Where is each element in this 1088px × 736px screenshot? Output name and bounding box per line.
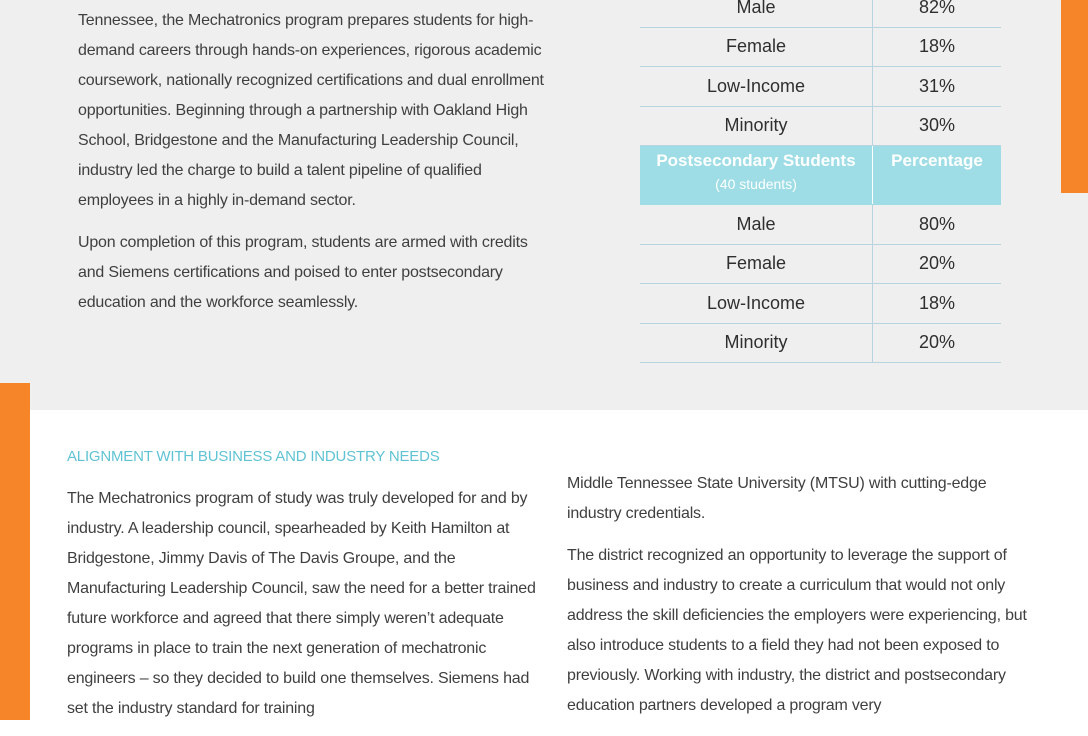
group-cell: Low-Income [640,67,873,107]
percentage-header-cell [873,146,1002,205]
percentage-cell: 18% [873,27,1002,67]
alignment-section-heading: ALIGNMENT WITH BUSINESS AND INDUSTRY NEEDS [67,448,440,465]
group-cell: Female [640,27,873,67]
group-cell: Male [640,205,873,245]
percentage-cell: 80% [873,205,1002,245]
percentage-cell: 82% [873,0,1002,27]
table-row [640,205,1001,245]
group-cell: Low-Income [640,284,873,324]
percentage-cell: 18% [873,284,1002,324]
postsecondary-header-title: Postsecondary Students [656,151,856,170]
percentage-cell: 20% [873,323,1002,363]
group-cell: Minority [640,323,873,363]
table-row [640,106,1001,146]
alignment-right-paragraph-2: The district recognized an opportunity to leverage the support of business and industry to create a curriculum that would not only address the skill deficiencies the employers were experiencing, but also introduce students to a field they had not been exposed to previously. Working with industry, the district and postsecondary education partners developed a program very [567,547,1027,714]
student-demographics-table [640,0,1001,363]
group-cell: Minority [640,106,873,146]
postsecondary-header-subtitle: (40 students) [715,176,797,192]
intro-paragraph-2: Upon completion of this program, students are armed with credits and Siemens certifications and poised to enter postsecondary education and the workforce seamlessly. [78,234,528,311]
table-row [640,27,1001,67]
table-row [640,323,1001,363]
table-row [640,284,1001,324]
program-intro [78,6,548,330]
percentage-cell: 20% [873,244,1002,284]
group-cell: Male [640,0,873,27]
intro-paragraph-1: Tennessee, the Mechatronics program prepares students for high-demand careers through hands-on experiences, rigorous academic coursework, nationally recognized certifications and dual enrollment opportunities. Beginning through a partnership with Oakland High School, Bridgestone and the Manufacturing Leadership Council, industry led the charge to build a talent pipeline of qualified employees in a highly in-demand sector. [78,12,544,209]
percentage-cell: 30% [873,106,1002,146]
postsecondary-header-cell [640,146,873,205]
table-row [640,244,1001,284]
orange-accent-bar-right [1061,0,1088,193]
group-cell: Female [640,244,873,284]
percentage-header-title: Percentage [891,151,983,170]
alignment-right-paragraph-1: Middle Tennessee State University (MTSU) with cutting-edge industry credentials. [567,475,987,522]
alignment-left-paragraph: The Mechatronics program of study was truly developed for and by industry. A leadership council, spearheaded by Keith Hamilton at Bridgestone, Jimmy Davis of The Davis Groupe, and the Manufacturing Leadership Council, saw the need for a better trained future workforce and agreed that there simply weren’t adequate programs in place to train the next generation of mechatronic engineers – so they decided to build one themselves. Siemens had set the industry standard for training [67,490,536,717]
postsecondary-header-row [640,146,1001,205]
table-row [640,67,1001,107]
alignment-right-column [567,469,1037,733]
orange-accent-bar-left [0,383,30,720]
alignment-left-column [67,484,537,736]
percentage-cell: 31% [873,67,1002,107]
table-row [640,0,1001,27]
